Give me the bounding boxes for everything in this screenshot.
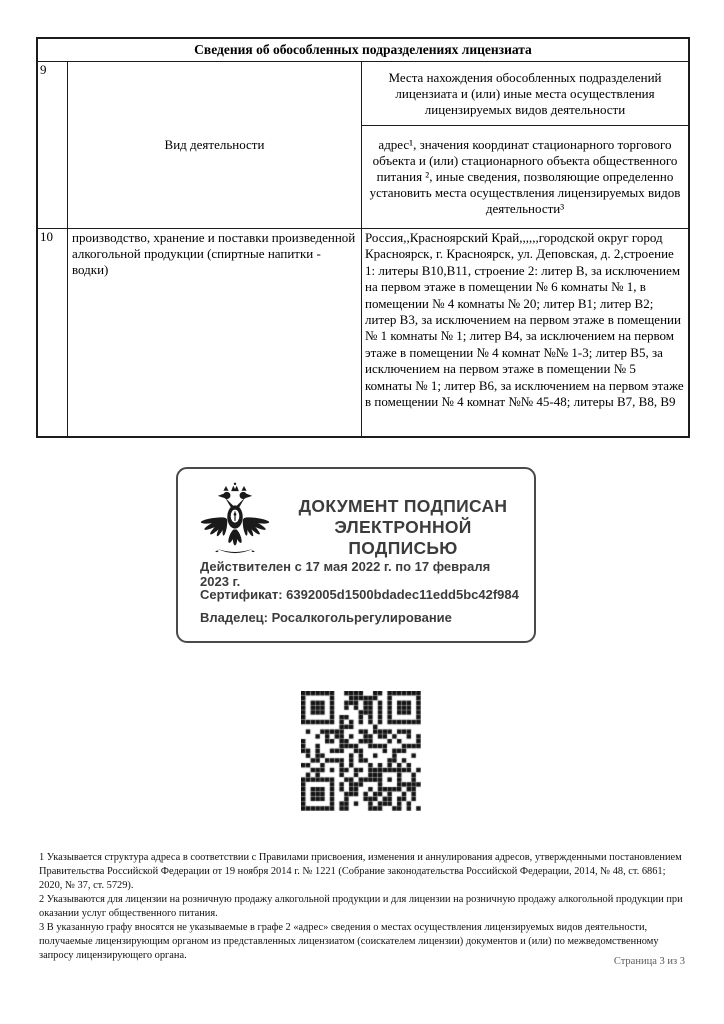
activity-cell: производство, хранение и поставки произведенной алкогольной продукции (спиртные напитки - водки) [68,229,362,436]
locations-header: Места нахождения обособленных подразделений лицензиата и (или) иные места осуществления лицензируемых видов деятельности [362,62,688,126]
table-row-9 [38,62,688,228]
table-row-10 [38,228,688,436]
validity-text: Действителен с 17 мая 2022 г. по 17 февраля 2023 г. [200,559,491,589]
row-number: 9 [38,62,68,228]
footnotes [39,851,687,963]
page-number: Страница 3 из 3 [613,956,685,967]
footnote-1: 1 Указывается структура адреса в соответствии с Правилами присвоения, изменения и аннулирования адресов, утвержденными постановлением Правительства Российской Федерации от 19 ноября 2014 г. № 1221 (Собрание законодательства Российской Федерации, 2014, № 48, ст. 6861; 2020, № 37, ст. 5729). [39,852,682,891]
digital-signature-stamp [176,467,536,643]
separate-divisions-table [36,37,690,438]
footnote-2: 2 Указываются для лицензии на розничную продажу алкогольной продукции и для лицензии на розничную продажу алкогольной продукции при оказании услуг общественного питания. [39,894,683,919]
owner-text: Владелец: Росалкогольрегулирование [200,610,452,625]
address-header: адрес¹, значения координат стационарного торгового объекта и (или) стационарного объекта общественного питания ², иные сведения, позволяющие определенно установить места осуществления лицензируемых видов деятельности³ [369,137,681,216]
table-title: Сведения об обособленных подразделениях лицензиата [38,39,688,62]
stamp-title [280,496,526,559]
stamp-title-line2: ЭЛЕКТРОННОЙ ПОДПИСЬЮ [334,517,472,558]
row-number: 10 [38,229,68,436]
certificate-text: Сертификат: 6392005d1500bdadec11edd5bc42f984 [200,587,519,602]
activity-type-header: Вид деятельности [68,62,362,228]
footnote-3: 3 В указанную графу вносятся не указываемые в графе 2 «адрес» сведения о местах осуществления лицензируемых видов деятельности, получаемые лицензирующим органом из представленных лицензиатом (соискателем лицензии) документов и (или) по межведомственному запросу лицензирующего органа. [39,922,659,961]
qr-code-icon [301,691,421,811]
address-cell: Россия,,Красноярский Край,,,,,,городской округ город Красноярск, г. Красноярск, ул. Деповская, д. 2,строение 1: литеры В10,В11, строение 2: литер В, за исключением на первом этаже в помещении № 6 комнаты № 1, в помещении № 4 комнаты № 20; литер В1; литер В2; литер В3, за исключением на первом этаже в помещении № 1 комнаты № 1; литер В4, за исключением на первом этаже в помещении № 4 комнат №№ 1-3; литер В5, за исключением на первом этаже в помещении № 5 комнаты № 1; литер В6, за исключением на первом этаже в помещении № 4 комнат №№ 45-48; литеры В7, В8, В9 [365,230,684,410]
stamp-title-line1: ДОКУМЕНТ ПОДПИСАН [298,496,508,516]
coat-of-arms-icon [192,477,278,569]
